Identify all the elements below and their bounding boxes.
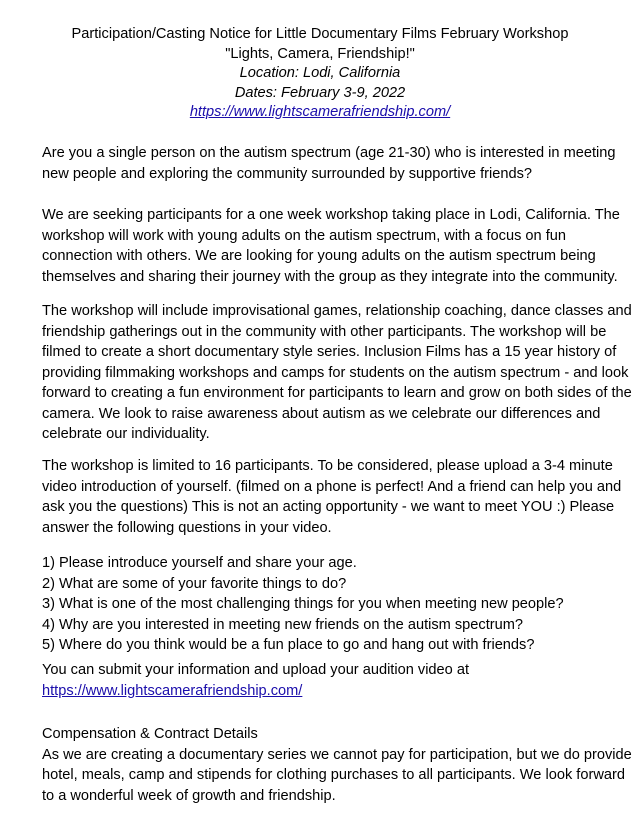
paragraph-line: themselves and sharing their journey with the group as they integrate into the community.	[42, 268, 618, 285]
question-item: 4) Why are you interested in meeting new friends on the autism spectrum?	[42, 616, 524, 633]
submit-text: You can submit your information and upload your audition video at	[42, 662, 470, 678]
compensation-heading: Compensation & Contract Details	[42, 726, 258, 742]
notice-subtitle: "Lights, Camera, Friendship!"	[225, 45, 415, 62]
paragraph-line: to a wonderful week of growth and friendship.	[42, 787, 336, 804]
paragraph-line: camera. We look to raise awareness about autism as we celebrate our differences and	[42, 405, 601, 422]
paragraph-line: forward to creating a fun environment for participants to learn and grow on both sides of the	[42, 385, 632, 401]
paragraph-line: workshop will work with young adults on the autism spectrum, with a focus on fun	[42, 227, 566, 244]
limited-paragraph	[42, 456, 622, 538]
paragraph-line: filmed to create a short documentary style series. Inclusion Films has a 15 year history of	[42, 344, 617, 360]
paragraph-line: The workshop is limited to 16 participants. To be considered, please upload a 3-4 minute	[42, 458, 613, 474]
paragraph-line: The workshop will include improvisational games, relationship coaching, dance classes and	[42, 303, 632, 319]
includes-paragraph	[42, 301, 632, 445]
questions-list	[42, 553, 612, 656]
notice-header	[0, 25, 640, 123]
question-item: 2) What are some of your favorite things to do?	[42, 575, 347, 592]
compensation-section	[42, 724, 632, 806]
question-item: 5) Where do you think would be a fun place to go and hang out with friends?	[42, 637, 535, 653]
seeking-paragraph	[42, 205, 620, 287]
paragraph-line: Are you a single person on the autism spectrum (age 21-30) who is interested in meeting	[42, 145, 616, 161]
question-item: 3) What is one of the most challenging things for you when meeting new people?	[42, 596, 564, 612]
paragraph-line: friendship gatherings out in the community with other participants. The workshop will be	[42, 323, 607, 340]
paragraph-line: providing filmmaking workshops and camps for students on the autism spectrum - and look	[42, 364, 629, 381]
paragraph-line: As we are creating a documentary series we cannot pay for participation, but we do provide	[42, 746, 632, 763]
question-item: 1) Please introduce yourself and share your age.	[42, 555, 357, 571]
paragraph-line: connection with others. We are looking for young adults on the autism spectrum being	[42, 248, 596, 264]
paragraph-line: celebrate our individuality.	[42, 426, 210, 442]
paragraph-line: ask you the questions) This is not an acting opportunity - we want to meet YOU :) Please	[42, 499, 615, 515]
paragraph-line: hotel, meals, camp and stipends for clothing purchases to all participants. We look forward	[42, 767, 625, 783]
notice-location: Location: Lodi, California	[239, 65, 401, 81]
notice-dates: Dates: February 3-9, 2022	[234, 84, 406, 101]
submit-paragraph	[42, 660, 612, 701]
paragraph-line: video introduction of yourself. (filmed on a phone is perfect! And a friend can help you and	[42, 478, 622, 495]
intro-paragraph	[42, 143, 616, 184]
paragraph-line: answer the following questions in your video.	[42, 519, 332, 536]
submit-website-link[interactable]: https://www.lightscamerafriendship.com/	[42, 682, 303, 699]
notice-title: Participation/Casting Notice for Little Documentary Films February Workshop	[71, 26, 569, 42]
paragraph-line: new people and exploring the community surrounded by supportive friends?	[42, 165, 532, 182]
header-website-link[interactable]: https://www.lightscamerafriendship.com/	[189, 104, 451, 120]
paragraph-line: We are seeking participants for a one week workshop taking place in Lodi, California. The	[42, 207, 620, 223]
